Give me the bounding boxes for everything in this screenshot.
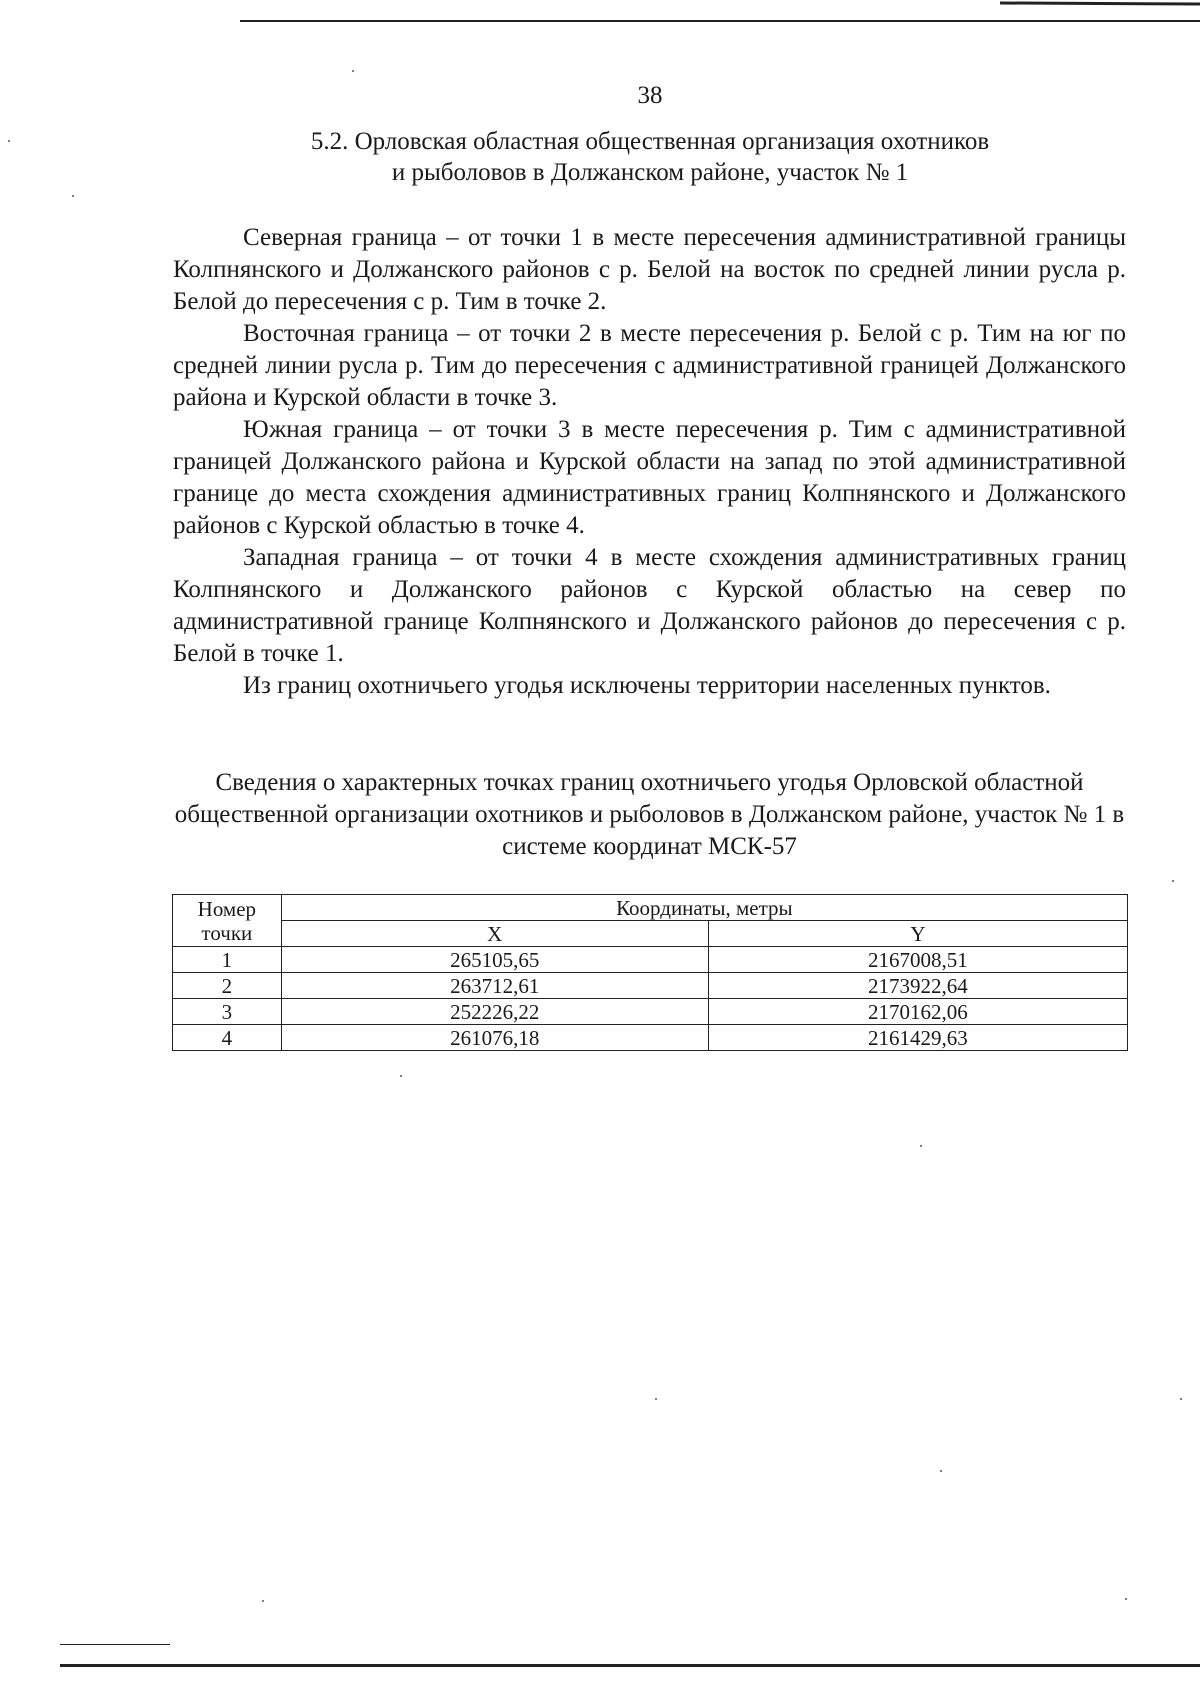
table-subheader-row <box>173 921 1128 947</box>
table-row <box>173 999 1128 1025</box>
paragraph-north-boundary: Северная граница – от точки 1 в месте пересечения административной границы Колпнянского и Должанского районов с р. Белой на восток по средней линии русла р. Белой до пересечения с р. Тим в точке 2. <box>173 224 1126 315</box>
scan-border-top <box>240 20 1200 22</box>
cell-x: 263712,61 <box>281 973 708 999</box>
header-point-number <box>173 895 282 947</box>
cell-x: 261076,18 <box>281 1025 708 1051</box>
boundary-description <box>173 222 1126 702</box>
table-row <box>173 973 1128 999</box>
section-title-line-1: 5.2. Орловская областная общественная организация охотников <box>310 128 990 155</box>
scan-speck <box>1172 880 1174 882</box>
header-x: X <box>281 921 708 947</box>
paragraph-west-boundary: Западная граница – от точки 4 в месте схождения административных границ Колпнянского и Должанского районов с Курской областью на север по административной границе Колпнянского и Должанского районов до пересечения с р. Белой в точке 1. <box>173 544 1126 667</box>
scan-border-bottom-left <box>60 1644 170 1645</box>
cell-x: 265105,65 <box>281 947 708 973</box>
paragraph-east-boundary: Восточная граница – от точки 2 в месте пересечения р. Белой с р. Тим на юг по средней линии русла р. Тим до пересечения с административной границей Должанского района и Курской области в точке 3. <box>173 320 1126 411</box>
table-row <box>173 947 1128 973</box>
scan-speck <box>8 140 10 142</box>
header-coordinates: Координаты, метры <box>281 895 1127 921</box>
page-number: 38 <box>637 82 663 109</box>
scan-speck <box>940 1470 942 1472</box>
section-title <box>230 126 1070 188</box>
scan-speck <box>1125 1598 1127 1600</box>
header-point-number-line-1: Номер <box>197 896 257 921</box>
cell-y: 2173922,64 <box>708 973 1127 999</box>
scan-speck <box>920 1145 922 1147</box>
cell-y: 2167008,51 <box>708 947 1127 973</box>
cell-point: 2 <box>173 973 282 999</box>
cell-y: 2161429,63 <box>708 1025 1127 1051</box>
header-point-number-line-2: точки <box>201 920 253 945</box>
paragraph-south-boundary: Южная граница – от точки 3 в месте пересечения р. Тим с административной границей Должанского района и Курской области на запад по этой административной границе до места схождения административных границ Колпнянского и Должанского районов с Курской областью в точке 4. <box>173 416 1126 539</box>
scan-speck <box>655 1398 657 1400</box>
cell-x: 252226,22 <box>281 999 708 1025</box>
cell-y: 2170162,06 <box>708 999 1127 1025</box>
paragraph-exclusions: Из границ охотничьего угодья исключены территории населенных пунктов. <box>243 672 1051 699</box>
cell-point: 1 <box>173 947 282 973</box>
scan-border-bottom <box>60 1664 1200 1667</box>
table-header-row <box>173 895 1128 921</box>
header-y: Y <box>708 921 1127 947</box>
section-title-line-2: и рыболовов в Должанском районе, участок № 1 <box>391 159 909 186</box>
scan-border-top-right <box>1000 1 1200 5</box>
scan-speck <box>352 70 354 72</box>
scan-speck <box>262 1600 264 1602</box>
table-caption: Сведения о характерных точках границ охотничьего угодья Орловской областной общественной организации охотников и рыболовов в Должанском районе, участок № 1 в системе координат МСК-57 <box>174 769 1125 860</box>
cell-point: 4 <box>173 1025 282 1051</box>
table-row <box>173 1025 1128 1051</box>
scan-speck <box>72 195 74 197</box>
cell-point: 3 <box>173 999 282 1025</box>
coordinates-table <box>172 894 1128 1051</box>
scan-speck <box>1180 1398 1182 1400</box>
scan-speck <box>400 1075 402 1077</box>
